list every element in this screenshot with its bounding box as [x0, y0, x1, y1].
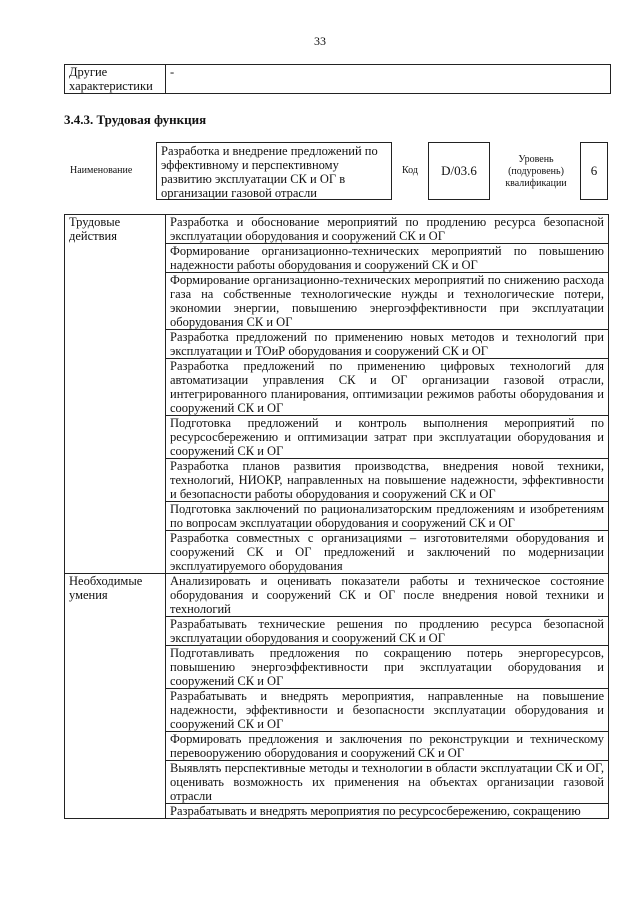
- labor-action-item: Подготовка предложений и контроль выполнения мероприятий по ресурсосбережению и оптимизации затрат при эксплуатации оборудования и сооружений СК и ОГ: [166, 416, 609, 459]
- table-row: [65, 65, 611, 94]
- label-line: Необходимые: [69, 574, 143, 588]
- labor-action-item: Разработка совместных с организациями – изготовителями оборудования и сооружений СК и ОГ предложений и заключений по модернизации эксплуатируемого оборудования: [166, 531, 609, 574]
- level-label-line: (подуровень): [508, 166, 564, 177]
- table-row: [65, 215, 609, 244]
- labor-action-item: Формирование организационно-технических мероприятий по повышению надежности работы оборудования и сооружений СК и ОГ: [166, 244, 609, 273]
- other-characteristics-value: -: [166, 65, 611, 94]
- label-line: действия: [69, 229, 117, 243]
- other-characteristics-table: [64, 64, 611, 94]
- labor-action-item: Разработка и обоснование мероприятий по продлению ресурса безопасной эксплуатации оборудования и сооружений СК и ОГ: [166, 215, 609, 244]
- skill-item: Разрабатывать технические решения по продлению ресурса безопасной эксплуатации оборудования и сооружений СК и ОГ: [166, 617, 609, 646]
- section-heading: 3.4.3. Трудовая функция: [64, 112, 207, 127]
- name-label: Наименование: [70, 165, 133, 176]
- labor-action-item: Разработка предложений по применению новых методов и технологий при эксплуатации и ТОиР оборудования и сооружений СК и ОГ: [166, 330, 609, 359]
- level-label-line: Уровень: [518, 154, 554, 165]
- function-name: Разработка и внедрение предложений по эффективному и перспективному развитию эксплуатации СК и ОГ в организации газовой отрасли: [156, 142, 392, 200]
- skill-item: Разрабатывать и внедрять мероприятия по ресурсосбережению, сокращению: [166, 804, 609, 819]
- level-label-line: квалификации: [505, 178, 567, 189]
- labor-action-item: Подготовка заключений по рационализаторским предложениям и изобретениям по вопросам эксплуатации оборудования и сооружений СК и ОГ: [166, 502, 609, 531]
- label-line: Трудовые: [69, 215, 121, 229]
- labor-action-item: Разработка планов развития производства, внедрения новой техники, технологий, НИОКР, направленных на повышение надежности, эффективности и безопасности работы оборудования и сооружений СК и ОГ: [166, 459, 609, 502]
- labor-function-table: [64, 214, 609, 819]
- label-line: умения: [69, 588, 108, 602]
- page-number: 33: [314, 34, 326, 48]
- level-label: [494, 154, 578, 190]
- qualification-level: 6: [580, 142, 608, 200]
- required-skills-label: [65, 574, 166, 819]
- skill-item: Выявлять перспективные методы и технологии в области эксплуатации СК и ОГ, оценивать возможность их применения на объектах организации газовой отрасли: [166, 761, 609, 804]
- labor-actions-label: [65, 215, 166, 574]
- skill-item: Подготавливать предложения по сокращению потерь энергоресурсов, повышению энергоэффективности при эксплуатации оборудования и сооружений СК и ОГ: [166, 646, 609, 689]
- code-label: Код: [402, 165, 418, 176]
- labor-action-item: Разработка предложений по применению цифровых технологий для автоматизации управления СК и ОГ организации газовой отрасли, интегрированного планирования, оптимизации режимов работы оборудования и сооружений СК и ОГ: [166, 359, 609, 416]
- skill-item: Разрабатывать и внедрять мероприятия, направленные на повышение надежности, эффективности и безопасности эксплуатации оборудования и сооружений СК и ОГ: [166, 689, 609, 732]
- skill-item: Анализировать и оценивать показатели работы и техническое состояние оборудования и сооружений СК и ОГ после внедрения новой техники и технологий: [166, 574, 609, 617]
- function-code: D/03.6: [428, 142, 490, 200]
- table-row: [65, 574, 609, 617]
- other-characteristics-label: Другие характеристики: [65, 65, 166, 94]
- labor-action-item: Формирование организационно-технических мероприятий по снижению расхода газа на собственные технологические нужды и технологические потери, экономии энергии, повышению энергоэффективности при эксплуатации оборудования СК и ОГ: [166, 273, 609, 330]
- skill-item: Формировать предложения и заключения по реконструкции и техническому перевооружению оборудования и сооружений СК и ОГ: [166, 732, 609, 761]
